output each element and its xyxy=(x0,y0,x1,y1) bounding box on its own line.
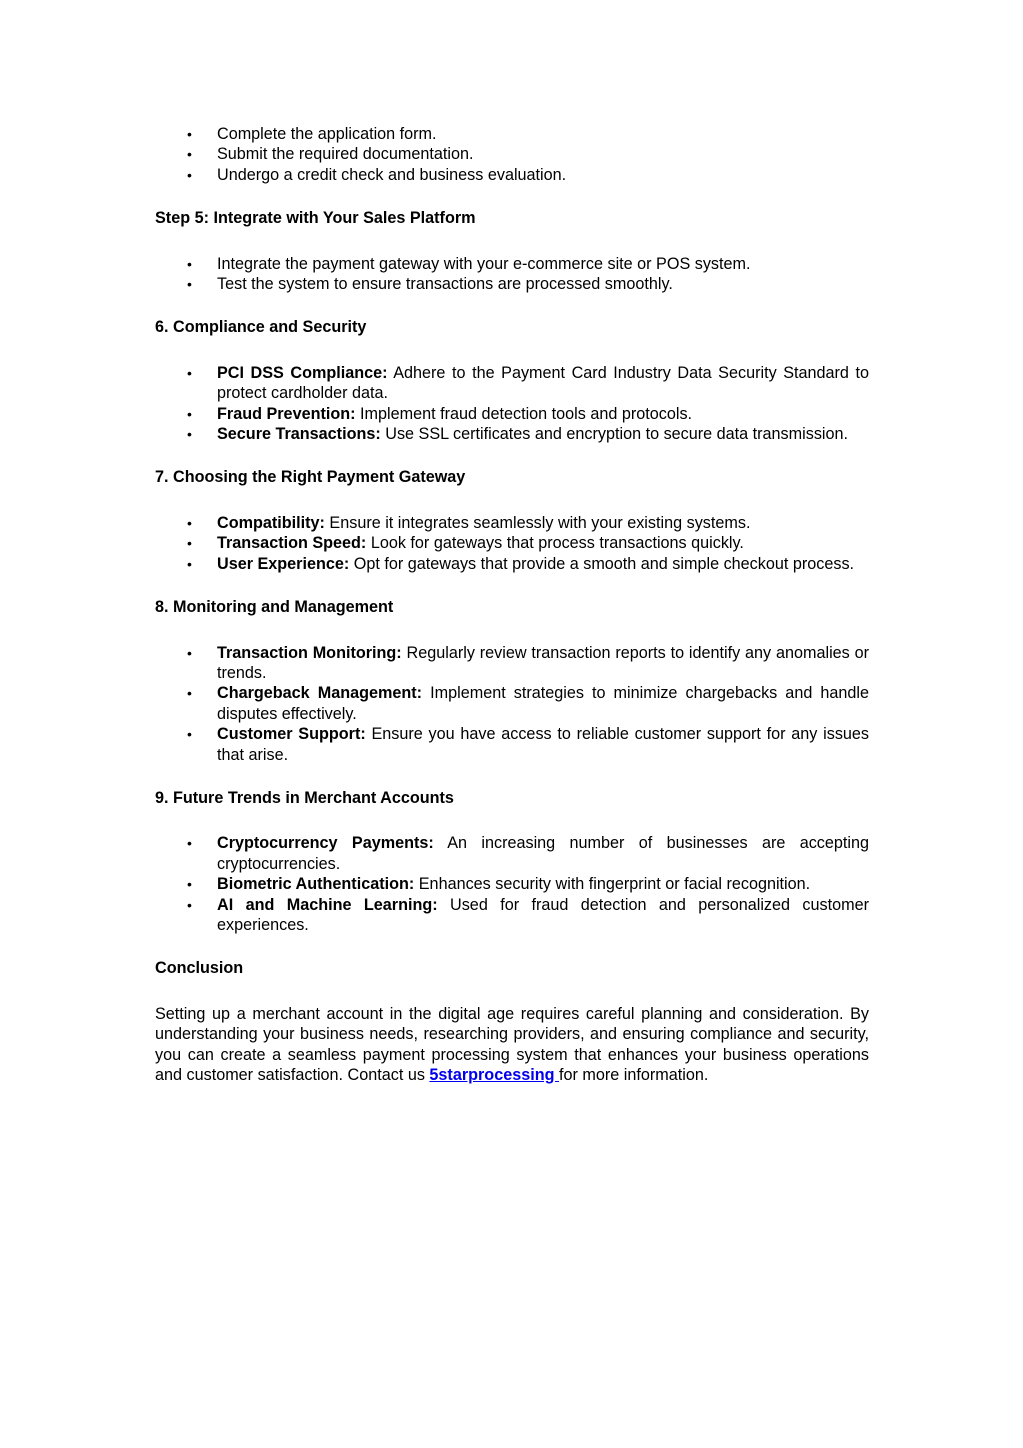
bullet-icon: • xyxy=(187,255,192,272)
bullet-icon: • xyxy=(187,426,192,443)
section8-list xyxy=(155,643,869,765)
bullet-icon: • xyxy=(187,835,192,852)
section7-heading: 7. Choosing the Right Payment Gateway xyxy=(155,468,466,487)
item-term: User Experience: xyxy=(217,554,350,573)
step5-heading: Step 5: Integrate with Your Sales Platform xyxy=(155,209,476,228)
list-item: • PCI DSS Compliance: Adhere to the Payment Card Industry Data Security Standard to protect cardholder data. xyxy=(187,363,869,403)
item-term: Secure Transactions: xyxy=(217,425,381,444)
section8-heading: 8. Monitoring and Management xyxy=(155,598,394,617)
section6-heading: 6. Compliance and Security xyxy=(155,318,367,337)
bullet-icon: • xyxy=(187,514,192,531)
application-steps-list xyxy=(155,124,869,185)
item-term: Cryptocurrency Payments: xyxy=(217,834,434,853)
list-item: • Undergo a credit check and business evaluation. xyxy=(187,165,567,184)
list-item: • AI and Machine Learning: Used for fraud detection and personalized customer experiences. xyxy=(187,895,869,934)
item-term: Chargeback Management: xyxy=(217,684,423,703)
list-item: • Transaction Monitoring: Regularly review transaction reports to identify any anomalies or trends. xyxy=(187,643,870,682)
document-page xyxy=(155,124,869,1085)
section9-list xyxy=(155,833,869,935)
section7-list xyxy=(155,513,869,574)
list-item: • Cryptocurrency Payments: An increasing number of businesses are accepting cryptocurrencies. xyxy=(187,834,870,873)
list-item: • Integrate the payment gateway with your e-commerce site or POS system. xyxy=(187,254,751,273)
conclusion-heading: Conclusion xyxy=(155,959,244,978)
list-item: • Test the system to ensure transactions are processed smoothly. xyxy=(187,275,673,294)
bullet-icon: • xyxy=(187,535,192,552)
bullet-icon: • xyxy=(187,644,192,661)
list-item: • Transaction Speed: Look for gateways that process transactions quickly. xyxy=(187,534,744,553)
bullet-icon: • xyxy=(187,405,192,422)
list-item: • Submit the required documentation. xyxy=(187,145,474,164)
bullet-icon: • xyxy=(187,146,192,163)
list-item: • Fraud Prevention: Implement fraud detection tools and protocols. xyxy=(187,404,693,423)
bullet-icon: • xyxy=(187,166,192,183)
5starprocessing-link[interactable]: 5starprocessing xyxy=(429,1066,559,1084)
bullet-icon: • xyxy=(187,276,192,293)
item-term: Biometric Authentication: xyxy=(217,875,415,894)
list-item: • Complete the application form. xyxy=(187,125,437,143)
list-item: • Chargeback Management: Implement strategies to minimize chargebacks and handle disputes effectively. xyxy=(187,684,869,723)
list-item: • Customer Support: Ensure you have access to reliable customer support for any issues that arise. xyxy=(187,725,870,764)
bullet-icon: • xyxy=(187,896,192,913)
list-item: • Compatibility: Ensure it integrates seamlessly with your existing systems. xyxy=(187,513,751,532)
bullet-icon: • xyxy=(187,726,192,743)
item-term: Fraud Prevention: xyxy=(217,404,356,423)
bullet-icon: • xyxy=(187,685,192,702)
list-item: • Biometric Authentication: Enhances security with fingerprint or facial recognition. xyxy=(187,875,811,894)
conclusion-paragraph: Setting up a merchant account in the digital age requires careful planning and consideration. By understanding your business needs, researching providers, and ensuring compliance and security, you can create a seamless payment processing system that enhances your business operations and customer satisfaction. Contact us 5starprocessing for more information. xyxy=(155,1004,869,1084)
bullet-icon: • xyxy=(187,126,192,142)
bullet-icon: • xyxy=(187,364,192,381)
list-item: • Secure Transactions: Use SSL certificates and encryption to secure data transmission. xyxy=(187,425,849,444)
item-term: AI and Machine Learning: xyxy=(217,895,438,914)
bullet-icon: • xyxy=(187,876,192,893)
step5-list xyxy=(155,254,869,295)
list-item: • User Experience: Opt for gateways that provide a smooth and simple checkout process. xyxy=(187,554,855,573)
item-term: PCI DSS Compliance: xyxy=(217,363,388,382)
section6-list xyxy=(155,363,869,445)
item-term: Transaction Monitoring: xyxy=(217,643,402,662)
section9-heading: 9. Future Trends in Merchant Accounts xyxy=(155,788,454,807)
item-term: Compatibility: xyxy=(217,513,325,532)
item-term: Transaction Speed: xyxy=(217,534,367,553)
item-term: Customer Support: xyxy=(217,725,366,744)
bullet-icon: • xyxy=(187,555,192,572)
